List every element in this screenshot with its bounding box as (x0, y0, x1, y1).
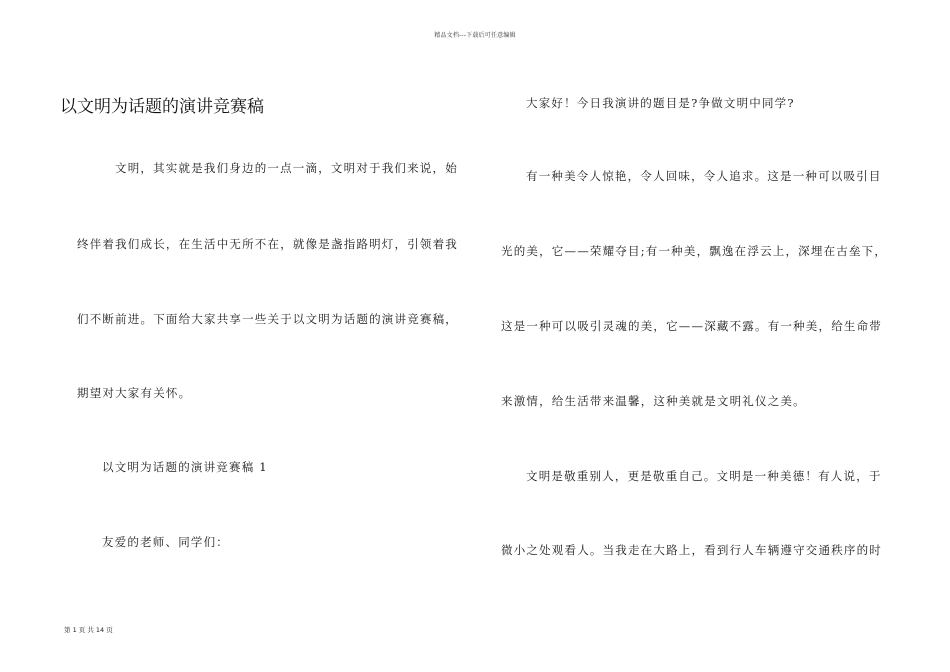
paragraph-line: 来激情，给生活带来温馨，这种美就是文明礼仪之美。 (501, 394, 806, 408)
paragraph-line: 这是一种可以吸引灵魂的美，它——深藏不露。有一种美，给生命带 (501, 319, 882, 333)
paragraph-line: 文明是敬重别人，更是敬重自己。文明是一种美德！有人说，于 (526, 469, 882, 483)
paragraph-line: 光的美，它——荣耀夺目;有一种美，飘逸在浮云上，深埋在古垒下， (501, 244, 888, 258)
paragraph-line: 大家好！今日我演讲的题目是?争做文明中同学? (526, 96, 795, 110)
salutation: 友爱的老师、同学们： (102, 535, 229, 549)
paragraph-line: 有一种美令人惊艳，令人回味，令人追求。这是一种可以吸引目 (526, 169, 882, 183)
paragraph-line: 微小之处观看人。当我走在大路上，看到行人车辆遵守交通秩序的时 (501, 543, 882, 557)
paragraph-line: 文明，其实就是我们身边的一点一滴，文明对于我们来说，始 (115, 161, 458, 175)
page-number: 第 1 页 共 14 页 (64, 626, 113, 634)
paragraph-line: 期望对大家有关怀。 (77, 386, 192, 400)
section-heading: 以文明为话题的演讲竞赛稿 1 (102, 460, 268, 474)
header-note: 精品文档---下载后可任意编辑 (434, 32, 516, 39)
document-title: 以文明为话题的演讲竞赛稿 (60, 97, 264, 117)
paragraph-line: 们不断前进。下面给大家共享一些关于以文明为话题的演讲竞赛稿， (77, 312, 458, 326)
paragraph-line: 终伴着我们成长，在生活中无所不在，就像是盏指路明灯，引领着我 (77, 237, 458, 251)
